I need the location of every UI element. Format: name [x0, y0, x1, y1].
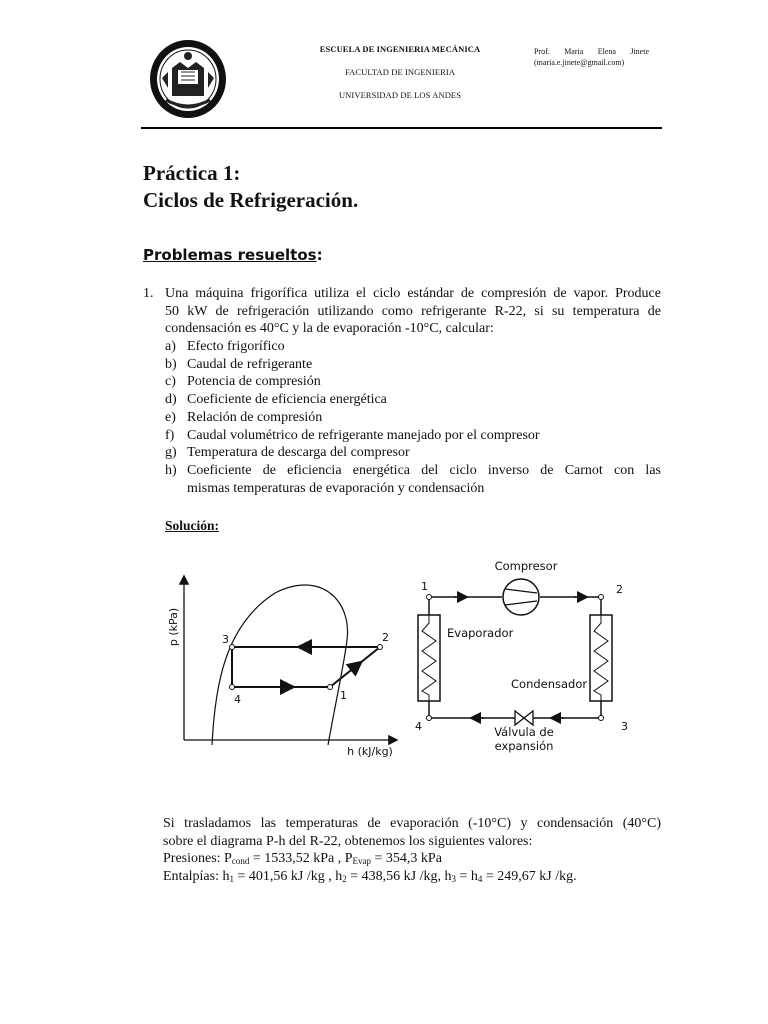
list-item	[165, 338, 661, 356]
item-letter: h)	[165, 462, 177, 478]
node-point	[427, 595, 432, 600]
item-text: Temperatura de descarga del compresor	[187, 445, 410, 461]
compressor-icon	[503, 579, 539, 615]
enthalpy-sub: 1	[229, 874, 234, 885]
problem-line: Una máquina frigorífica utiliza el ciclo estándar de compresión de vapor. Produce	[165, 286, 661, 301]
title-line-1: Práctica 1:	[143, 161, 241, 185]
state-point	[378, 645, 383, 650]
valve-label-line1: Válvula de	[494, 725, 554, 739]
header-faculty: FACULTAD DE INGENIERIA	[344, 67, 456, 77]
enthalpy-sub: 2	[342, 874, 347, 885]
x-axis-label: h (kJ/kg)	[347, 745, 393, 758]
item-letter: d)	[165, 392, 177, 408]
prof-word: Jinete	[630, 47, 649, 56]
enthalpy-sub: 3	[451, 874, 456, 885]
item-letter: c)	[165, 374, 176, 390]
enthalpy-value: = h	[455, 869, 478, 885]
list-item	[165, 391, 661, 409]
section-label: Problemas resueltos	[143, 246, 317, 264]
state-point	[328, 685, 333, 690]
problem-line: 50 kW de refrigeración utilizando como refrigerante R-22, si su temperatura de	[165, 303, 661, 319]
title-line-2: Ciclos de Refrigeración.	[143, 188, 359, 212]
item-text: Caudal volumétrico de refrigerante manejado por el compresor	[187, 427, 540, 443]
item-text: Coeficiente de eficiencia energética del ciclo inverso de Carnot con las	[187, 462, 661, 478]
results-line: sobre el diagrama P-h del R-22, obtenemos los siguientes valores:	[163, 833, 533, 849]
item-letter: f)	[165, 427, 175, 443]
point-label-4: 4	[234, 693, 241, 706]
item-letter: e)	[165, 409, 176, 425]
page-title	[143, 160, 358, 214]
section-colon: :	[316, 246, 323, 264]
expansion-valve-icon	[515, 711, 533, 725]
item-text: Potencia de compresión	[187, 374, 321, 390]
node-point	[599, 716, 604, 721]
problem-number: 1.	[143, 286, 154, 301]
prof-word: Maria	[564, 47, 584, 56]
list-item	[165, 356, 661, 374]
pressure-value: = 1533,52 kPa , P	[249, 851, 353, 867]
condenser-label: Condensador	[511, 677, 588, 691]
node-label-3: 3	[621, 720, 628, 733]
point-label-3: 3	[222, 633, 229, 646]
item-text: Coeficiente de eficiencia energética	[187, 392, 387, 408]
node-point	[427, 716, 432, 721]
node-label-1: 1	[421, 580, 428, 593]
list-item-continuation: mismas temperaturas de evaporación y condensación	[187, 480, 485, 496]
header-university: UNIVERSIDAD DE LOS ANDES	[338, 90, 462, 100]
enthalpy-sub: 4	[477, 874, 483, 885]
state-point	[230, 685, 235, 690]
pressure-value: = 354,3 kPa	[371, 851, 442, 867]
item-text: Efecto frigorífico	[187, 339, 285, 354]
results-block	[163, 815, 661, 886]
results-line: Si trasladamos las temperaturas de evaporación (-10°C) y condensación (40°C)	[163, 816, 661, 831]
node-label-2: 2	[616, 583, 623, 596]
pressure-sub: cond	[231, 856, 250, 867]
list-item	[165, 444, 661, 462]
point-label-2: 2	[382, 631, 389, 644]
item-text: Relación de compresión	[187, 409, 323, 425]
list-item	[165, 462, 661, 480]
prof-word: Prof.	[534, 47, 550, 56]
y-axis-label: p (kPa)	[167, 607, 180, 647]
item-text: Caudal de refrigerante	[187, 356, 313, 372]
problem-line: condensación es 40°C y la de evaporación -10°C, calcular:	[165, 321, 494, 337]
header-rule	[141, 127, 662, 129]
node-label-4: 4	[415, 720, 422, 733]
refrigeration-circuit	[404, 553, 644, 763]
evaporator-icon	[418, 615, 440, 701]
professor-email: (maria.e.jinete@gmail.com)	[534, 58, 625, 67]
valve-label-line2: expansión	[494, 739, 554, 753]
state-point	[230, 645, 235, 650]
condenser-icon	[590, 615, 612, 701]
header-school: ESCUELA DE INGENIERIA MECÁNICA	[319, 44, 481, 54]
pressures-label: Presiones: P	[163, 851, 232, 867]
item-letter: a)	[165, 339, 176, 354]
enthalpy-value: = 438,56 kJ /kg, h	[346, 869, 452, 885]
enthalpies-label: Entalpías: h	[163, 869, 230, 885]
section-heading	[143, 246, 323, 264]
enthalpies-line	[163, 868, 661, 886]
solution-label: Solución:	[165, 518, 220, 533]
ph-diagram	[160, 565, 410, 765]
item-letter: g)	[165, 445, 177, 461]
item-letter: b)	[165, 356, 177, 372]
list-item	[165, 373, 661, 391]
node-point	[599, 595, 604, 600]
list-item	[165, 427, 661, 445]
compressor-label: Compresor	[494, 559, 558, 573]
professor-name	[534, 46, 649, 57]
pressures-line	[163, 850, 661, 868]
enthalpy-value: = 401,56 kJ /kg , h	[234, 869, 343, 885]
problem-items	[165, 338, 661, 497]
evaporator-label: Evaporador	[447, 626, 514, 640]
prof-word: Elena	[597, 47, 616, 56]
cycle-arrow-compression	[350, 663, 360, 671]
problem-statement	[165, 285, 661, 338]
enthalpy-value: = 249,67 kJ /kg.	[482, 869, 577, 885]
list-item	[165, 409, 661, 427]
point-label-1: 1	[340, 689, 347, 702]
pressure-sub: Evap	[352, 856, 372, 867]
university-seal	[148, 38, 228, 120]
